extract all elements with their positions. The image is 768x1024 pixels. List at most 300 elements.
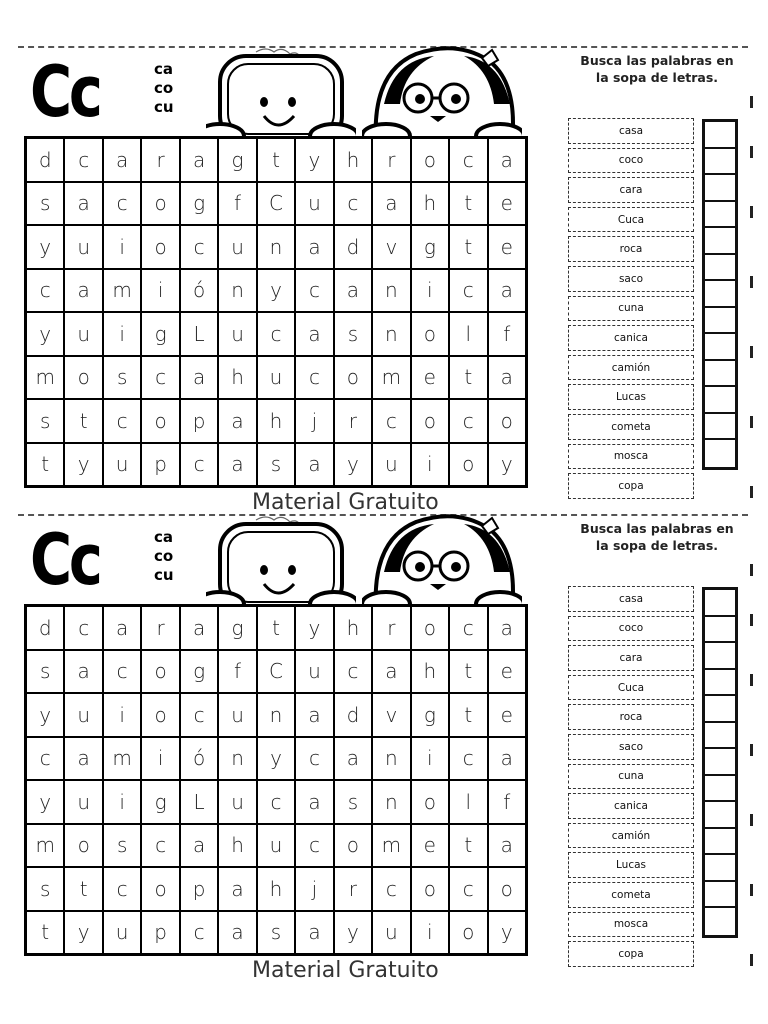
grid-cell[interactable]: e bbox=[489, 694, 525, 736]
grid-cell[interactable]: s bbox=[27, 868, 63, 910]
grid-cell[interactable]: f bbox=[219, 183, 255, 225]
grid-cell[interactable]: u bbox=[65, 781, 101, 823]
grid-cell[interactable]: i bbox=[104, 226, 140, 268]
grid-cell[interactable]: a bbox=[335, 738, 371, 780]
grid-cell[interactable]: a bbox=[489, 825, 525, 867]
grid-cell[interactable]: a bbox=[181, 607, 217, 649]
grid-cell[interactable]: c bbox=[335, 183, 371, 225]
word-checkbox[interactable] bbox=[705, 882, 735, 909]
grid-cell[interactable]: o bbox=[335, 357, 371, 399]
grid-cell[interactable]: u bbox=[296, 651, 332, 693]
grid-cell[interactable]: o bbox=[412, 139, 448, 181]
word-checkbox[interactable] bbox=[705, 334, 735, 361]
word-checkbox[interactable] bbox=[705, 776, 735, 803]
grid-cell[interactable]: a bbox=[104, 139, 140, 181]
grid-cell[interactable]: u bbox=[65, 694, 101, 736]
grid-cell[interactable]: i bbox=[104, 694, 140, 736]
grid-cell[interactable]: c bbox=[450, 400, 486, 442]
grid-cell[interactable]: y bbox=[27, 781, 63, 823]
grid-cell[interactable]: t bbox=[65, 868, 101, 910]
word-item: Cuca bbox=[568, 207, 694, 233]
grid-cell[interactable]: c bbox=[450, 868, 486, 910]
grid-cell[interactable]: c bbox=[104, 400, 140, 442]
word-checkbox[interactable] bbox=[705, 643, 735, 670]
grid-cell[interactable]: p bbox=[181, 400, 217, 442]
grid-cell[interactable]: u bbox=[104, 444, 140, 486]
grid-cell[interactable]: c bbox=[142, 825, 178, 867]
grid-cell[interactable]: a bbox=[296, 694, 332, 736]
word-item: mosca bbox=[568, 444, 694, 470]
grid-cell[interactable]: c bbox=[181, 444, 217, 486]
grid-cell[interactable]: t bbox=[450, 651, 486, 693]
grid-cell[interactable]: c bbox=[296, 825, 332, 867]
grid-cell[interactable]: a bbox=[65, 270, 101, 312]
grid-cell[interactable]: u bbox=[258, 825, 294, 867]
grid-cell[interactable]: c bbox=[450, 139, 486, 181]
grid-cell[interactable]: o bbox=[142, 183, 178, 225]
checkbox-column bbox=[702, 587, 738, 938]
grid-cell[interactable]: t bbox=[27, 912, 63, 954]
grid-cell[interactable]: y bbox=[489, 912, 525, 954]
grid-cell[interactable]: h bbox=[335, 607, 371, 649]
grid-cell[interactable]: c bbox=[181, 226, 217, 268]
edge-mark bbox=[750, 564, 753, 576]
word-item: Cuca bbox=[568, 675, 694, 701]
word-item: cuna bbox=[568, 764, 694, 790]
grid-cell[interactable]: g bbox=[142, 781, 178, 823]
edge-mark bbox=[750, 486, 753, 498]
grid-cell[interactable]: a bbox=[489, 607, 525, 649]
word-checkbox[interactable] bbox=[705, 723, 735, 750]
grid-cell[interactable]: n bbox=[258, 694, 294, 736]
grid-cell[interactable]: n bbox=[373, 313, 409, 355]
grid-cell[interactable]: o bbox=[142, 868, 178, 910]
grid-cell[interactable]: a bbox=[296, 912, 332, 954]
word-checkbox[interactable] bbox=[705, 855, 735, 882]
edge-mark bbox=[750, 674, 753, 686]
grid-cell[interactable]: u bbox=[373, 444, 409, 486]
grid-cell[interactable]: t bbox=[450, 183, 486, 225]
grid-cell[interactable]: s bbox=[104, 825, 140, 867]
word-item: canica bbox=[568, 325, 694, 351]
word-checkbox[interactable] bbox=[705, 414, 735, 441]
grid-cell[interactable]: g bbox=[181, 651, 217, 693]
word-item: cometa bbox=[568, 882, 694, 908]
word-item: coco bbox=[568, 616, 694, 642]
grid-cell[interactable]: t bbox=[258, 139, 294, 181]
word-item: Lucas bbox=[568, 384, 694, 410]
grid-cell[interactable]: m bbox=[373, 357, 409, 399]
grid-cell[interactable]: r bbox=[373, 139, 409, 181]
word-item: casa bbox=[568, 586, 694, 612]
grid-cell[interactable]: a bbox=[296, 781, 332, 823]
grid-cell[interactable]: p bbox=[142, 444, 178, 486]
word-checkbox[interactable] bbox=[705, 670, 735, 697]
grid-cell[interactable]: i bbox=[412, 738, 448, 780]
syllable-list bbox=[154, 528, 174, 585]
edge-mark bbox=[750, 884, 753, 896]
grid-cell[interactable]: o bbox=[450, 912, 486, 954]
grid-cell[interactable]: i bbox=[142, 738, 178, 780]
word-list bbox=[568, 586, 694, 971]
checkbox-column bbox=[702, 119, 738, 470]
grid-cell[interactable]: l bbox=[450, 781, 486, 823]
grid-cell[interactable]: a bbox=[489, 738, 525, 780]
grid-cell[interactable]: f bbox=[489, 313, 525, 355]
edge-mark bbox=[750, 96, 753, 108]
grid-cell[interactable]: c bbox=[258, 313, 294, 355]
word-checkbox[interactable] bbox=[705, 149, 735, 176]
grid-cell[interactable]: a bbox=[296, 226, 332, 268]
word-checkbox[interactable] bbox=[705, 829, 735, 856]
word-checkbox[interactable] bbox=[705, 175, 735, 202]
grid-cell[interactable]: g bbox=[219, 139, 255, 181]
instruction-line: Busca las palabras en bbox=[580, 521, 734, 536]
word-list bbox=[568, 118, 694, 503]
grid-cell[interactable]: i bbox=[104, 313, 140, 355]
grid-cell[interactable]: c bbox=[258, 781, 294, 823]
grid-cell[interactable]: t bbox=[450, 694, 486, 736]
grid-cell[interactable]: e bbox=[412, 357, 448, 399]
syllable: co bbox=[154, 547, 174, 565]
grid-cell[interactable]: d bbox=[335, 226, 371, 268]
instruction-line: Busca las palabras en bbox=[580, 53, 734, 68]
instruction-text bbox=[572, 520, 742, 554]
grid-cell[interactable]: y bbox=[27, 226, 63, 268]
grid-cell[interactable]: t bbox=[27, 444, 63, 486]
word-checkbox[interactable] bbox=[705, 749, 735, 776]
word-checkbox[interactable] bbox=[705, 617, 735, 644]
grid-cell[interactable]: u bbox=[258, 357, 294, 399]
grid-cell[interactable]: y bbox=[489, 444, 525, 486]
grid-cell[interactable]: p bbox=[181, 868, 217, 910]
grid-cell[interactable]: a bbox=[335, 270, 371, 312]
grid-cell[interactable]: g bbox=[142, 313, 178, 355]
grid-cell[interactable]: c bbox=[65, 139, 101, 181]
word-item: roca bbox=[568, 704, 694, 730]
word-item: camión bbox=[568, 355, 694, 381]
word-checkbox[interactable] bbox=[705, 202, 735, 229]
grid-cell[interactable]: y bbox=[65, 912, 101, 954]
grid-cell[interactable]: u bbox=[104, 912, 140, 954]
grid-cell[interactable]: a bbox=[373, 651, 409, 693]
word-checkbox[interactable] bbox=[705, 440, 735, 467]
grid-cell[interactable]: t bbox=[450, 226, 486, 268]
word-item: Lucas bbox=[568, 852, 694, 878]
grid-cell[interactable]: a bbox=[489, 357, 525, 399]
grid-cell[interactable]: r bbox=[142, 139, 178, 181]
word-checkbox[interactable] bbox=[705, 590, 735, 617]
grid-cell[interactable]: a bbox=[373, 183, 409, 225]
grid-cell[interactable]: m bbox=[373, 825, 409, 867]
girl-with-glasses-character-icon bbox=[362, 512, 522, 612]
grid-cell[interactable]: t bbox=[65, 400, 101, 442]
grid-cell[interactable]: p bbox=[142, 912, 178, 954]
grid-cell[interactable]: n bbox=[373, 738, 409, 780]
grid-cell[interactable]: a bbox=[219, 444, 255, 486]
grid-cell[interactable]: h bbox=[219, 357, 255, 399]
grid-cell[interactable]: m bbox=[27, 825, 63, 867]
word-item: copa bbox=[568, 941, 694, 967]
grid-cell[interactable]: a bbox=[65, 651, 101, 693]
footer-watermark: Material Gratuito bbox=[252, 958, 439, 980]
grid-cell[interactable]: e bbox=[489, 226, 525, 268]
grid-cell[interactable]: g bbox=[412, 226, 448, 268]
grid-cell[interactable]: a bbox=[181, 357, 217, 399]
word-item: casa bbox=[568, 118, 694, 144]
grid-cell[interactable]: o bbox=[489, 868, 525, 910]
grid-cell[interactable]: u bbox=[219, 781, 255, 823]
instruction-line: la sopa de letras. bbox=[595, 70, 719, 85]
grid-cell[interactable]: ó bbox=[181, 738, 217, 780]
grid-cell[interactable]: s bbox=[335, 313, 371, 355]
word-search-grid bbox=[24, 136, 528, 488]
grid-cell[interactable]: u bbox=[219, 313, 255, 355]
grid-cell[interactable]: o bbox=[450, 444, 486, 486]
big-letters-title: Cc bbox=[30, 519, 100, 601]
grid-cell[interactable]: c bbox=[104, 651, 140, 693]
edge-mark bbox=[750, 954, 753, 966]
grid-cell[interactable]: t bbox=[258, 607, 294, 649]
grid-cell[interactable]: y bbox=[335, 444, 371, 486]
word-item: cometa bbox=[568, 414, 694, 440]
grid-cell[interactable]: c bbox=[104, 183, 140, 225]
grid-cell[interactable]: c bbox=[335, 651, 371, 693]
grid-cell[interactable]: c bbox=[104, 868, 140, 910]
grid-cell[interactable]: u bbox=[296, 183, 332, 225]
grid-cell[interactable]: i bbox=[412, 270, 448, 312]
grid-cell[interactable]: j bbox=[296, 400, 332, 442]
grid-cell[interactable]: t bbox=[450, 357, 486, 399]
grid-cell[interactable]: y bbox=[335, 912, 371, 954]
grid-cell[interactable]: i bbox=[412, 912, 448, 954]
grid-cell[interactable]: y bbox=[27, 313, 63, 355]
instruction-text bbox=[572, 52, 742, 86]
word-checkbox[interactable] bbox=[705, 255, 735, 282]
word-item: saco bbox=[568, 734, 694, 760]
grid-cell[interactable]: s bbox=[27, 651, 63, 693]
grid-cell[interactable]: y bbox=[65, 444, 101, 486]
grid-cell[interactable]: c bbox=[181, 912, 217, 954]
grid-cell[interactable]: i bbox=[142, 270, 178, 312]
syllable: ca bbox=[154, 60, 174, 78]
grid-cell[interactable]: y bbox=[27, 694, 63, 736]
syllable-list bbox=[154, 60, 174, 117]
word-item: roca bbox=[568, 236, 694, 262]
word-search-grid bbox=[24, 604, 528, 956]
grid-cell[interactable]: h bbox=[258, 400, 294, 442]
word-item: canica bbox=[568, 793, 694, 819]
word-checkbox[interactable] bbox=[705, 802, 735, 829]
grid-cell[interactable]: n bbox=[219, 270, 255, 312]
grid-cell[interactable]: ó bbox=[181, 270, 217, 312]
grid-cell[interactable]: c bbox=[450, 270, 486, 312]
smiling-bread-character-icon bbox=[206, 512, 356, 612]
grid-cell[interactable]: h bbox=[258, 868, 294, 910]
grid-cell[interactable]: y bbox=[258, 738, 294, 780]
smiling-bread-character-icon bbox=[206, 44, 356, 144]
grid-cell[interactable]: a bbox=[219, 912, 255, 954]
grid-cell[interactable]: u bbox=[65, 226, 101, 268]
syllable: cu bbox=[154, 566, 174, 584]
grid-cell[interactable]: y bbox=[296, 139, 332, 181]
grid-cell[interactable]: y bbox=[296, 607, 332, 649]
grid-cell[interactable]: s bbox=[104, 357, 140, 399]
worksheet bbox=[0, 46, 768, 516]
syllable: ca bbox=[154, 528, 174, 546]
grid-cell[interactable]: C bbox=[258, 183, 294, 225]
grid-cell[interactable]: v bbox=[373, 694, 409, 736]
grid-cell[interactable]: g bbox=[219, 607, 255, 649]
grid-cell[interactable]: c bbox=[27, 738, 63, 780]
edge-mark bbox=[750, 346, 753, 358]
grid-cell[interactable]: o bbox=[142, 226, 178, 268]
grid-cell[interactable]: s bbox=[258, 912, 294, 954]
grid-cell[interactable]: u bbox=[219, 226, 255, 268]
grid-cell[interactable]: c bbox=[142, 357, 178, 399]
grid-cell[interactable]: r bbox=[373, 607, 409, 649]
grid-cell[interactable]: s bbox=[335, 781, 371, 823]
grid-cell[interactable]: h bbox=[219, 825, 255, 867]
word-item: saco bbox=[568, 266, 694, 292]
footer-watermark: Material Gratuito bbox=[252, 490, 439, 512]
edge-mark bbox=[750, 744, 753, 756]
grid-cell[interactable]: d bbox=[27, 607, 63, 649]
word-checkbox[interactable] bbox=[705, 387, 735, 414]
grid-cell[interactable]: i bbox=[412, 444, 448, 486]
grid-cell[interactable]: a bbox=[65, 738, 101, 780]
edge-mark bbox=[750, 206, 753, 218]
word-checkbox[interactable] bbox=[705, 696, 735, 723]
grid-cell[interactable]: o bbox=[412, 400, 448, 442]
grid-cell[interactable]: f bbox=[489, 781, 525, 823]
grid-cell[interactable]: i bbox=[104, 781, 140, 823]
grid-cell[interactable]: a bbox=[219, 868, 255, 910]
grid-cell[interactable]: n bbox=[219, 738, 255, 780]
grid-cell[interactable]: s bbox=[27, 400, 63, 442]
word-item: cara bbox=[568, 177, 694, 203]
grid-cell[interactable]: e bbox=[489, 183, 525, 225]
grid-cell[interactable]: o bbox=[412, 781, 448, 823]
edge-mark bbox=[750, 416, 753, 428]
grid-cell[interactable]: v bbox=[373, 226, 409, 268]
instruction-line: la sopa de letras. bbox=[595, 538, 719, 553]
grid-cell[interactable]: a bbox=[489, 270, 525, 312]
word-checkbox[interactable] bbox=[705, 281, 735, 308]
grid-cell[interactable]: e bbox=[489, 651, 525, 693]
grid-cell[interactable]: o bbox=[412, 607, 448, 649]
grid-cell[interactable]: c bbox=[65, 607, 101, 649]
word-item: camión bbox=[568, 823, 694, 849]
grid-cell[interactable]: L bbox=[181, 781, 217, 823]
grid-cell[interactable]: f bbox=[219, 651, 255, 693]
grid-cell[interactable]: u bbox=[65, 313, 101, 355]
grid-cell[interactable]: C bbox=[258, 651, 294, 693]
grid-cell[interactable]: a bbox=[489, 139, 525, 181]
grid-cell[interactable]: L bbox=[181, 313, 217, 355]
word-checkbox[interactable] bbox=[705, 361, 735, 388]
edge-mark bbox=[750, 146, 753, 158]
grid-cell[interactable]: c bbox=[181, 694, 217, 736]
grid-cell[interactable]: c bbox=[373, 400, 409, 442]
grid-cell[interactable]: c bbox=[296, 270, 332, 312]
grid-cell[interactable]: s bbox=[27, 183, 63, 225]
word-checkbox[interactable] bbox=[705, 228, 735, 255]
grid-cell[interactable]: m bbox=[104, 270, 140, 312]
grid-cell[interactable]: a bbox=[219, 400, 255, 442]
grid-cell[interactable]: o bbox=[489, 400, 525, 442]
word-item: cuna bbox=[568, 296, 694, 322]
grid-cell[interactable]: o bbox=[65, 825, 101, 867]
grid-cell[interactable]: n bbox=[258, 226, 294, 268]
grid-cell[interactable]: r bbox=[335, 868, 371, 910]
grid-cell[interactable]: c bbox=[450, 738, 486, 780]
grid-cell[interactable]: c bbox=[27, 270, 63, 312]
grid-cell[interactable]: o bbox=[412, 868, 448, 910]
word-item: coco bbox=[568, 148, 694, 174]
grid-cell[interactable]: c bbox=[373, 868, 409, 910]
grid-cell[interactable]: o bbox=[412, 313, 448, 355]
grid-cell[interactable]: y bbox=[258, 270, 294, 312]
grid-cell[interactable]: o bbox=[142, 694, 178, 736]
grid-cell[interactable]: t bbox=[450, 825, 486, 867]
grid-cell[interactable]: o bbox=[335, 825, 371, 867]
grid-cell[interactable]: a bbox=[296, 444, 332, 486]
grid-cell[interactable]: h bbox=[412, 651, 448, 693]
grid-cell[interactable]: m bbox=[104, 738, 140, 780]
syllable: co bbox=[154, 79, 174, 97]
grid-cell[interactable]: s bbox=[258, 444, 294, 486]
grid-cell[interactable]: o bbox=[142, 400, 178, 442]
grid-cell[interactable]: n bbox=[373, 270, 409, 312]
syllable: cu bbox=[154, 98, 174, 116]
grid-cell[interactable]: a bbox=[65, 183, 101, 225]
edge-mark bbox=[750, 814, 753, 826]
grid-cell[interactable]: a bbox=[181, 825, 217, 867]
grid-cell[interactable]: c bbox=[296, 357, 332, 399]
grid-cell[interactable]: j bbox=[296, 868, 332, 910]
grid-cell[interactable]: o bbox=[142, 651, 178, 693]
edge-mark bbox=[750, 614, 753, 626]
grid-cell[interactable]: d bbox=[27, 139, 63, 181]
grid-cell[interactable]: o bbox=[65, 357, 101, 399]
grid-cell[interactable]: r bbox=[335, 400, 371, 442]
word-checkbox[interactable] bbox=[705, 308, 735, 335]
grid-cell[interactable]: r bbox=[142, 607, 178, 649]
grid-cell[interactable]: n bbox=[373, 781, 409, 823]
grid-cell[interactable]: g bbox=[412, 694, 448, 736]
grid-cell[interactable]: m bbox=[27, 357, 63, 399]
grid-cell[interactable]: d bbox=[335, 694, 371, 736]
grid-cell[interactable]: a bbox=[181, 139, 217, 181]
word-checkbox[interactable] bbox=[705, 908, 735, 935]
grid-cell[interactable]: e bbox=[412, 825, 448, 867]
grid-cell[interactable]: a bbox=[104, 607, 140, 649]
grid-cell[interactable]: u bbox=[373, 912, 409, 954]
grid-cell[interactable]: u bbox=[219, 694, 255, 736]
grid-cell[interactable]: g bbox=[181, 183, 217, 225]
word-item: cara bbox=[568, 645, 694, 671]
grid-cell[interactable]: a bbox=[296, 313, 332, 355]
grid-cell[interactable]: c bbox=[296, 738, 332, 780]
grid-cell[interactable]: c bbox=[450, 607, 486, 649]
grid-cell[interactable]: l bbox=[450, 313, 486, 355]
word-item: mosca bbox=[568, 912, 694, 938]
word-checkbox[interactable] bbox=[705, 122, 735, 149]
grid-cell[interactable]: h bbox=[335, 139, 371, 181]
big-letters-title: Cc bbox=[30, 51, 100, 133]
grid-cell[interactable]: h bbox=[412, 183, 448, 225]
